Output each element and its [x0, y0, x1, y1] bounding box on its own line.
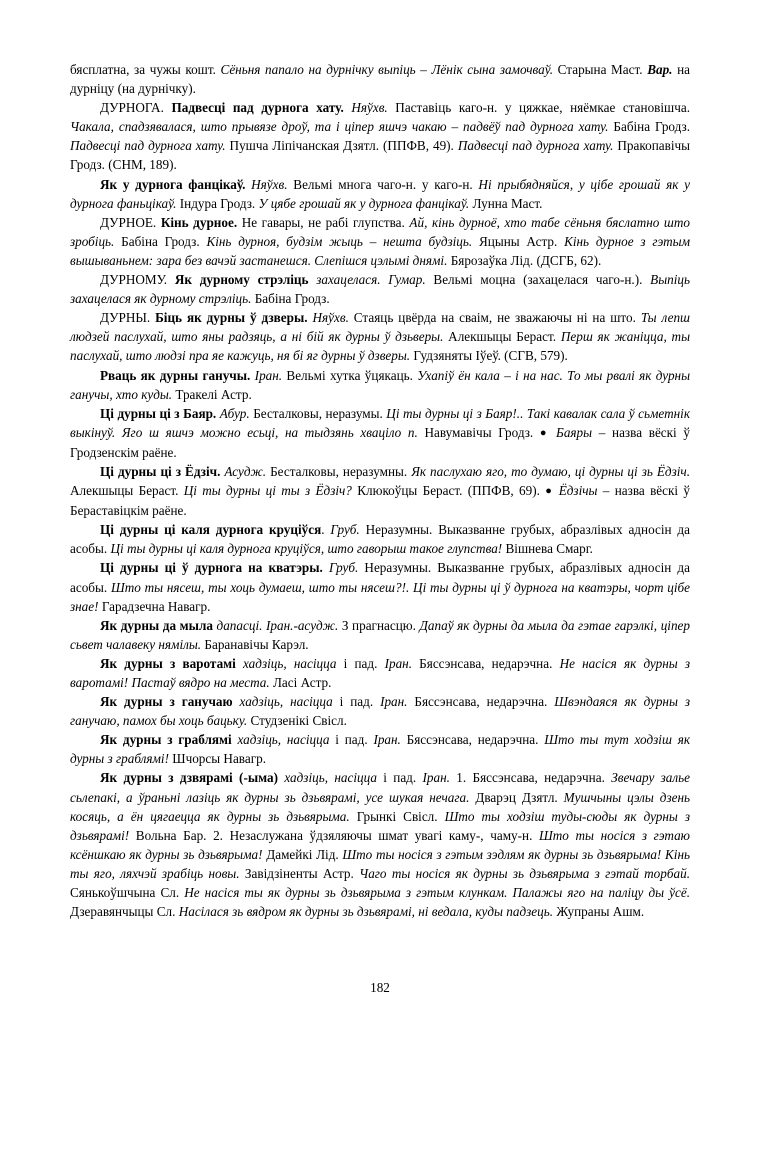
text-run-italic: Абур. — [219, 405, 250, 421]
text-run-bullet: ● — [539, 426, 557, 439]
text-run-regular: ДУРНЫ. — [100, 310, 156, 326]
text-run-italic: Сёньня папало на дурнічку выпіць – Лёнік сына замочваў. — [220, 62, 554, 77]
dictionary-entry-paragraph — [70, 730, 690, 768]
text-run-italic: Няўхв. — [251, 176, 288, 192]
text-run-regular: Сянькоўшчына Сл. — [70, 885, 185, 901]
text-run-bold: Ці дурны ці каля дурнога круціўся — [100, 522, 322, 538]
text-run-regular: Бесталковы, неразумы. — [249, 405, 387, 421]
text-run-regular: Гудзяняты Іўеў. (СГВ, 579). — [410, 348, 568, 364]
text-run-bold: Ці дурны ці з Ёдзіч. — [100, 463, 221, 479]
text-run-bold: Ці дурны ці ў дурнога на кватэры. — [100, 560, 323, 576]
text-run-bold: Як дурны з варотамі — [100, 655, 243, 671]
text-run-regular: Студзенікі Свісл. — [247, 713, 347, 729]
text-run-regular: Не гавары, не рабі глупства. — [237, 214, 410, 230]
text-run-regular: Яцыны Астр. — [472, 233, 565, 249]
text-run-bullet: ● — [545, 485, 559, 498]
text-run-regular: Бяссэнсава, недарэчна. — [412, 655, 560, 671]
text-run-italic: Падвесці пад дурнога хату. — [70, 138, 226, 154]
text-run-regular: Паставіць каго-н. у цяжкае, няёмкае становішча. — [387, 100, 690, 116]
text-run-italic: Няўхв. — [312, 310, 349, 326]
text-run-regular: Клюкоўцы Бераст. (ППФВ, 69). — [351, 483, 546, 499]
text-run-italic: У цябе грошай як у дурнога фанцікаў. — [258, 195, 470, 211]
text-run-italic: Кінь дурноя, будзім жыць – нешта будзіць. — [206, 233, 473, 249]
text-run-italic: Насілася зь вядром як дурны зь дзьвярамі, ні ведала, куды падзець. — [178, 904, 554, 920]
text-run-bold: Як дурны да мыла — [100, 617, 217, 633]
text-run-regular: Дварэц Дзятл. — [469, 789, 564, 805]
text-run-regular: Неразумны. Выказванне грубых, абразлівых адносін да асобы. — [70, 522, 690, 557]
dictionary-entry-paragraph — [70, 692, 690, 730]
text-run-italic: Ай, кінь дурноё, хто табе сёньня бяслатно што зробіць. — [70, 214, 691, 249]
text-run-italic: Ёдзічы — [558, 483, 598, 499]
text-run-regular: Дзеравянчыцы Сл. — [70, 904, 179, 920]
text-run-italic: Баяры — [556, 424, 593, 440]
dictionary-entry-paragraph — [70, 270, 690, 308]
text-run-regular: Вішнева Смарг. — [502, 541, 593, 557]
text-run-italic: Чаго ты носіся як дурны зь дзьвярыма з гэтай торбай. — [359, 865, 690, 881]
text-run-italic: хадзіць, насіцца — [284, 770, 377, 786]
text-run-bold: Кінь дурное. — [160, 214, 238, 230]
text-run-italic: Дапаў як дурны да мыла да гэтае гарэлкі, ціпер сьвет чалавеку нямілы. — [70, 617, 690, 652]
text-run-italic: Ні прыбядняйся, у цібе грошай як у дурнога фаньцікаў. — [70, 176, 690, 211]
dictionary-entry-paragraph — [70, 616, 690, 654]
dictionary-entry-paragraph — [70, 308, 690, 365]
text-run-italic: дапасці. — [216, 617, 263, 633]
text-run-italic: Іран. — [384, 655, 412, 671]
text-run-italic: Што ты ходзіш туды-сюды як дурны з дзьвярамі! — [70, 808, 690, 843]
text-run-italic: Кінь дурное з гэтым вышываньнем: зара без вачэй застанешся. Слепішся цэлымі днямі. — [70, 233, 691, 268]
text-run-regular: Бярозаўка Лід. (ДСГБ, 62). — [447, 252, 602, 268]
text-run-regular: Завідзіненты Астр. — [239, 865, 360, 881]
text-run-italic: Звечару залье сьлепакі, а ўраньні лазіць як дурны зь дзьвярамі, усе шукая нечага. — [70, 770, 690, 805]
text-run-regular: ДУРНОЕ. — [100, 214, 161, 230]
text-run-regular: і пад. — [376, 770, 423, 786]
page-number: 182 — [370, 980, 390, 995]
text-run-italic: хадзіць, насіцца — [243, 655, 337, 671]
text-run-bold: Як дурны з ганучаю — [100, 694, 240, 710]
text-run-regular: Бяссэнсава, недарэчна. — [407, 694, 555, 710]
text-run-regular: ДУРНОМУ. — [100, 272, 175, 288]
text-run-regular: Неразумны. Выказванне грубых, абразлівых адносін да асобы. — [70, 560, 690, 595]
text-run-regular: Бяссэнсава, недарэчна. — [400, 732, 545, 748]
text-run-regular: 1. Бяссэнсава, недарэчна. — [449, 770, 612, 786]
text-run-regular: – назва вёскі ў Бераставіцкім раёне. — [70, 483, 690, 519]
text-run-bold: Як у дурнога фанцікаў. — [100, 176, 246, 192]
dictionary-entry-paragraph — [70, 366, 690, 404]
text-run-regular: бясплатна, за чужы кошт. — [70, 62, 221, 77]
text-run-regular: Бабіна Гродз. — [114, 233, 207, 249]
text-run-regular: і пад. — [332, 694, 381, 710]
text-run-regular: і пад. — [336, 655, 385, 671]
dictionary-entry-paragraph — [70, 213, 690, 270]
text-run-italic: Мушчыны цэлы дзень косяць, а ён цягаецца як дурны зь дзьвярыма. — [70, 789, 691, 824]
text-run-italic: Выпіць захацелася як дурному стрэліць. — [70, 272, 691, 307]
text-run-regular: Бабіна Гродз. — [608, 119, 691, 135]
text-run-regular: Грынкі Свісл. — [349, 808, 445, 824]
text-run-regular: Бесталковы, неразумны. — [266, 463, 412, 479]
text-run-regular: Дамейкі Лід. — [262, 846, 343, 862]
text-run-italic: Ці ты дурны ці ты з Ёдзіч? — [183, 483, 352, 499]
dictionary-entry-paragraph — [70, 462, 690, 520]
text-run-regular: і пад. — [329, 732, 374, 748]
text-run-regular: Ласі Астр. — [269, 675, 332, 690]
text-run-italic: Чакала, спадзявалася, што прывязе дроў, та і ціпер яшчэ чакаю – падвёў пад дурнога хату. — [70, 119, 609, 135]
text-run-italic: Асудж. — [224, 463, 267, 479]
text-run-regular: Вельмі многа чаго-н. у каго-н. — [287, 176, 479, 192]
text-run-italic: Іран. — [422, 770, 450, 786]
text-run-italic: Што ты носіся з гэтым зэдлям як дурны зь дзьвярыма! Кінь ты яго, ляхчэй зрабіць новы. — [70, 846, 690, 881]
text-run-italic: Ты лепш людзей паслухай, што яны радзяць, а ні бій як дурны ў дзьверы. — [70, 310, 691, 345]
text-run-regular: Вельмі моцна (захацелася чаго-н.). — [425, 272, 651, 288]
text-run-italic: Ухапіў ён кала – і на нас. То мы рвалі як дурны ганучы, хто куды. — [70, 367, 691, 402]
text-run-italic: Падвесці пад дурнога хату. — [457, 138, 614, 154]
text-run-italic: хадзіць, насіцца — [239, 694, 333, 710]
text-run-regular: Алекшыцы Бераст. — [70, 483, 184, 499]
text-run-bold: Як дурны з граблямі — [100, 732, 238, 748]
text-run-regular: Алекшыцы Бераст. — [443, 329, 561, 345]
text-run-regular: З прагнасцю. — [338, 617, 420, 633]
text-run-regular: . — [321, 522, 331, 538]
text-run-regular: на дурніцу (на дурнічку). — [70, 62, 690, 97]
text-run-italic: Іран.-асудж. — [266, 617, 339, 633]
text-run-regular: ДУРНОГА. — [100, 100, 172, 116]
dictionary-entry-paragraph — [70, 404, 690, 462]
text-run-regular: Бабіна Гродз. — [251, 291, 330, 307]
text-run-italic: Не насіся як дурны з варотамі! Пастаў вядро на места. — [70, 655, 691, 690]
text-run-italic: Гумар. — [388, 272, 426, 288]
text-run-italic: Ці ты дурны ці з Баяр!.. Такі кавалак сала ў сьметнік выкінуў. Яго ш яшчэ можно есьці, на тыдзянь хваціло п. — [70, 405, 690, 440]
text-run-regular: Пушча Ліпічанская Дзятл. (ППФВ, 49). — [225, 138, 458, 154]
text-run-italic: Груб. — [328, 560, 359, 576]
text-run-regular: Лунна Маст. — [469, 195, 543, 211]
text-run-italic: Як паслухаю яго, то думаю, ці дурны ці зь Ёдзіч. — [411, 463, 690, 479]
text-run-italic: Што ты нясеш, ты хоць думаеш, што ты нясеш?!. Ці ты дурны ці ў дурнога на кватэры, чорт цібе знае! — [70, 579, 690, 614]
text-run-regular: Шчорсы Навагр. — [168, 751, 266, 767]
text-run-regular: Вельмі хутка ўцякаць. — [282, 367, 418, 383]
text-run-regular: Вольна Бар. 2. Незаслужана ўдзяляючы шмат увагі каму-, чаму-н. — [129, 827, 540, 843]
dictionary-entry-paragraph — [70, 98, 690, 174]
text-run-regular: Баранавічы Карэл. — [201, 636, 309, 652]
text-run-bold-italic: Вар. — [647, 62, 673, 77]
dictionary-entry-paragraph — [70, 60, 690, 98]
text-run-regular: Тракелі Астр. — [172, 386, 252, 402]
text-run-italic: Іран. — [380, 694, 408, 710]
text-run-regular: – назва вёскі ў Гродзенскім раёне. — [70, 424, 690, 460]
text-run-italic: Швэндаяся як дурны з ганучаю, памох бы хоць бацьку. — [70, 694, 690, 729]
dictionary-entry-paragraph — [70, 768, 690, 921]
text-run-regular: Навумавічы Гродз. — [417, 424, 540, 440]
text-run-regular: Пракопавічы Гродз. (СНМ, 189). — [70, 138, 690, 173]
text-run-italic: Іран. — [373, 732, 401, 748]
page-text-column — [70, 60, 690, 921]
text-run-italic: Ці ты дурны ці каля дурнога круціўся, што гаворыш такое глупства! — [110, 541, 503, 557]
text-run-regular: Старына Маст. — [553, 62, 648, 77]
text-run-italic: Што ты носіся з гэтаю ксёншкаю як дурны зь дзьвярыма! — [70, 827, 690, 862]
dictionary-entry-paragraph — [70, 175, 690, 213]
text-run-regular: Стаяць цвёрда на сваім, не зважаючы ні на што. — [348, 310, 641, 326]
text-run-italic: Не насіся ты як дурны зь дзьвярыма з гэтым клункам. Палажы яго на паліцу ды ўсё. — [184, 885, 690, 901]
text-run-bold: Як дурны з дзвярамі (-ыма) — [100, 770, 285, 786]
text-run-italic: захацелася. — [316, 272, 381, 288]
text-run-regular: Жупраны Ашм. — [553, 904, 645, 920]
text-run-bold: Рваць як дурны ганучы. — [100, 367, 251, 383]
text-run-bold: Падвесці пад дурнога хату. — [171, 100, 344, 116]
text-run-bold: Як дурному стрэліць — [174, 272, 317, 288]
text-run-bold: Біць як дурны ў дзверы. — [155, 310, 308, 326]
text-run-italic: Іран. — [254, 367, 283, 383]
dictionary-entry-paragraph — [70, 654, 690, 692]
dictionary-entry-paragraph — [70, 558, 690, 615]
dictionary-entry-paragraph — [70, 520, 690, 558]
text-run-regular: Індура Гродз. — [176, 195, 259, 211]
text-run-italic: Што ты тут ходзіш як дурны з граблямі! — [70, 732, 690, 767]
text-run-italic: хадзіць, насіцца — [237, 732, 330, 748]
text-run-italic: Перш як жаніцца, ты паслухай, што людзі пра яе кажуць, ня бі яг дурны ў дзверы. — [70, 329, 691, 364]
text-run-italic: Няўхв. — [351, 100, 388, 116]
text-run-bold: Ці дурны ці з Баяр. — [100, 405, 217, 421]
text-run-italic: Груб. — [330, 522, 360, 538]
text-run-regular: Гарадзечна Навагр. — [98, 598, 211, 614]
